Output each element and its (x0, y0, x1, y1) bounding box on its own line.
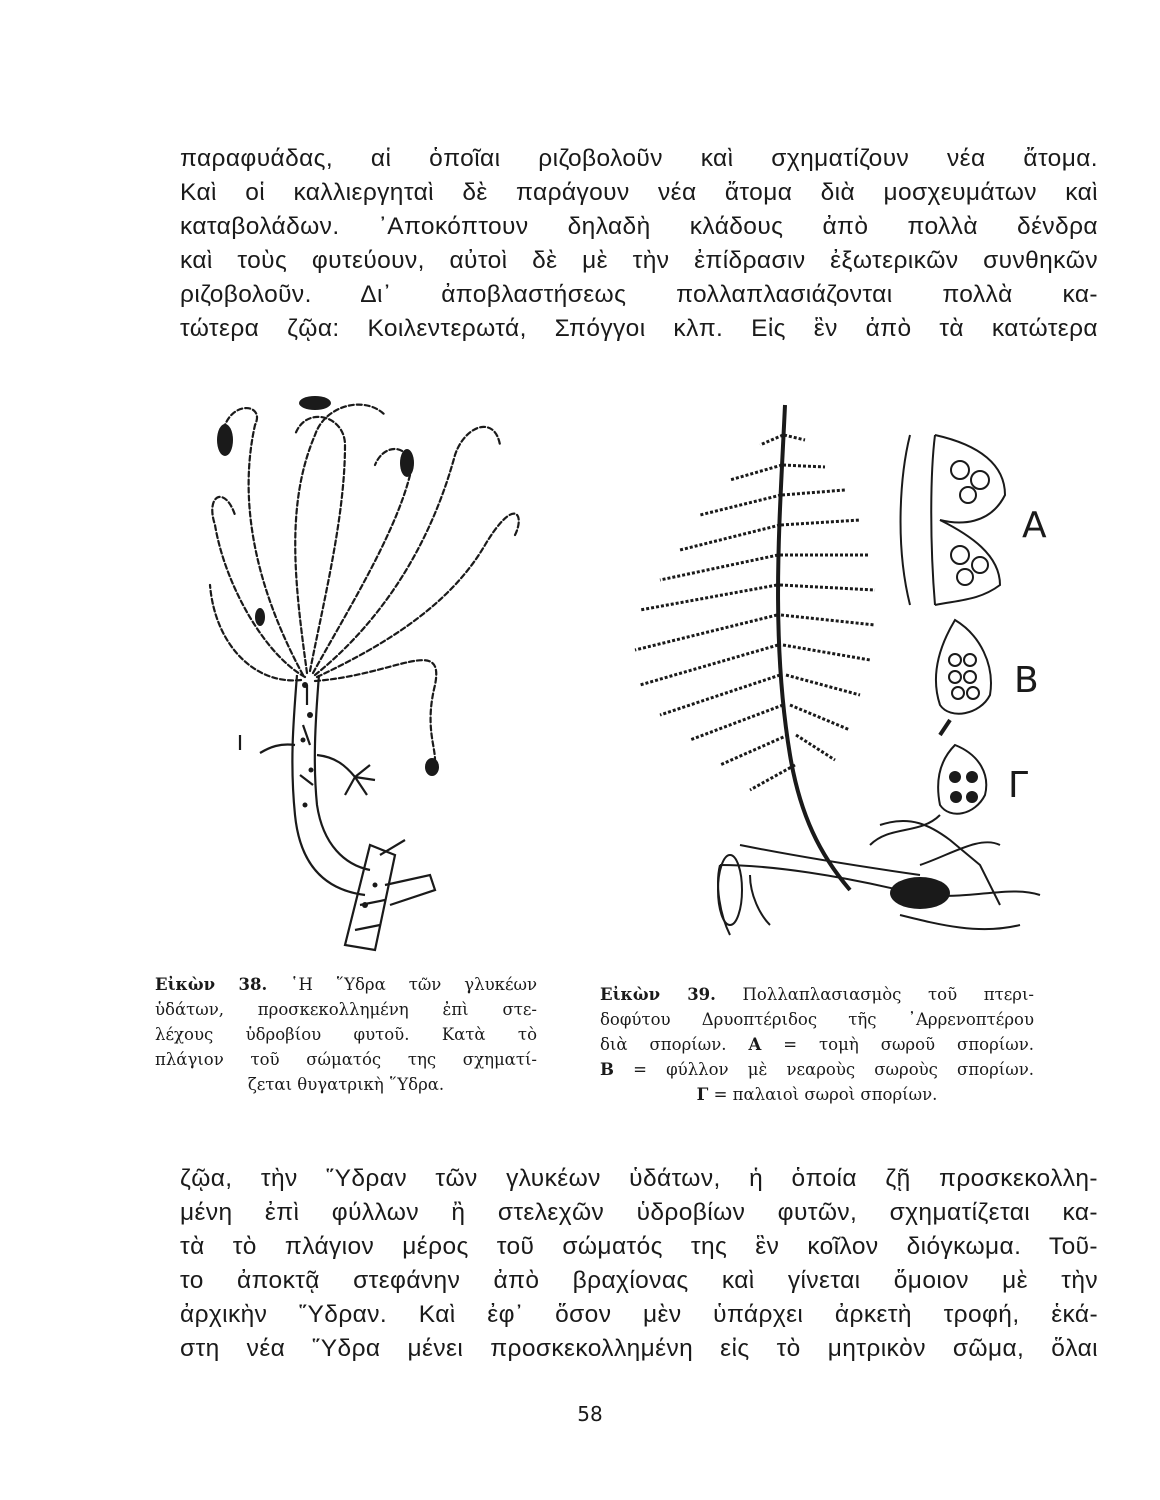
text-line: τὰ τὸ πλάγιον μέρος τοῦ σώματός της ἓν κοῖλον διόγκωμα. Τοῦ- (180, 1233, 1098, 1260)
caption-line: ὑδάτων, προσκεκολλημένη ἐπὶ στε- (155, 1000, 537, 1019)
caption-line: πλάγιον τοῦ σώματός της σχηματί- (155, 1050, 537, 1069)
figure-label: Εἰκὼν 38. (155, 975, 268, 994)
text-line: καὶ τοὺς φυτεύουν, αὐτοὶ δὲ μὲ τὴν ἐπίδρασιν ἐξωτερικῶν συνθηκῶν (180, 247, 1098, 274)
caption-line: Γ = παλαιοὶ σωροὶ σπορίων. (696, 1085, 938, 1104)
caption-line: Εἰκὼν 39. Πολλαπλασιασμὸς τοῦ πτερι- (600, 985, 1034, 1004)
text-line: ζῷα, τὴν ῞Υδραν τῶν γλυκέων ὑδάτων, ἡ ὁποία ζῇ προσκεκολλη- (180, 1165, 1098, 1192)
figure-38-caption (155, 972, 537, 1097)
text-line: ριζοβολοῦν. Δι᾿ ἀποβλαστήσεως πολλαπλασιάζονται πολλὰ κα- (180, 281, 1098, 308)
text-line: στη νέα ῞Υδρα μένει προσκεκολλημένη εἰς τὸ μητρικὸν σῶμα, ὅλαι (180, 1335, 1098, 1362)
hydra-illustration (195, 385, 550, 955)
figure-label: Εἰκὼν 39. (600, 985, 716, 1004)
page-number: 58 (577, 1402, 603, 1426)
text-line: το ἀποκτᾷ στεφάνην ἀπὸ βραχίονας καὶ γίνεται ὅμοιον μὲ τὴν (180, 1267, 1098, 1294)
text-line: τώτερα ζῷα: Κοιλεντερωτά, Σπόγγοι κλπ. Εἰς ἓν ἀπὸ τὰ κατώτερα (180, 315, 1098, 342)
figure-letter-gamma: Γ (1008, 765, 1029, 806)
text-line: παραφυάδας, αἱ ὁποῖαι ριζοβολοῦν καὶ σχηματίζουν νέα ἄτομα. (180, 145, 1098, 172)
caption-line: B = φύλλον μὲ νεαροὺς σωροὺς σπορίων. (600, 1060, 1035, 1079)
text-line: Καὶ οἱ καλλιεργηταὶ δὲ παράγουν νέα ἄτομα διὰ μοσχευμάτων καὶ (180, 179, 1098, 206)
text-line: καταβολάδων. ᾿Αποκόπτουν δηλαδὴ κλάδους ἀπὸ πολλὰ δένδρα (180, 213, 1098, 240)
figure-39-caption (600, 982, 1034, 1107)
bottom-paragraph (180, 1162, 1098, 1366)
figure-letter-a: A (1022, 505, 1047, 546)
caption-line: ζεται θυγατρικὴ ῞Υδρα. (247, 1075, 445, 1094)
caption-line: διὰ σπορίων. A = τομὴ σωροῦ σπορίων. (600, 1035, 1034, 1054)
text-line: μένη ἐπὶ φύλλων ἢ στελεχῶν ὑδροβίων φυτῶν, σχηματίζεται κα- (180, 1199, 1098, 1226)
top-paragraph (180, 142, 1098, 346)
caption-line: Εἰκὼν 38. ῾Η ῞Υδρα τῶν γλυκέων (155, 975, 537, 994)
figure-letter-b: B (1014, 660, 1039, 701)
text-line: ἀρχικὴν ῞Υδραν. Καὶ ἐφ᾿ ὅσον μὲν ὑπάρχει ἀρκετὴ τροφή, ἑκά- (180, 1301, 1098, 1328)
fern-illustration (620, 395, 1075, 955)
caption-line: λέχους ὑδροβίου φυτοῦ. Κατὰ τὸ (155, 1025, 537, 1044)
caption-line: δοφύτου Δρυοπτέριδος τῆς ᾿Αρρενοπτέρου (600, 1010, 1034, 1029)
